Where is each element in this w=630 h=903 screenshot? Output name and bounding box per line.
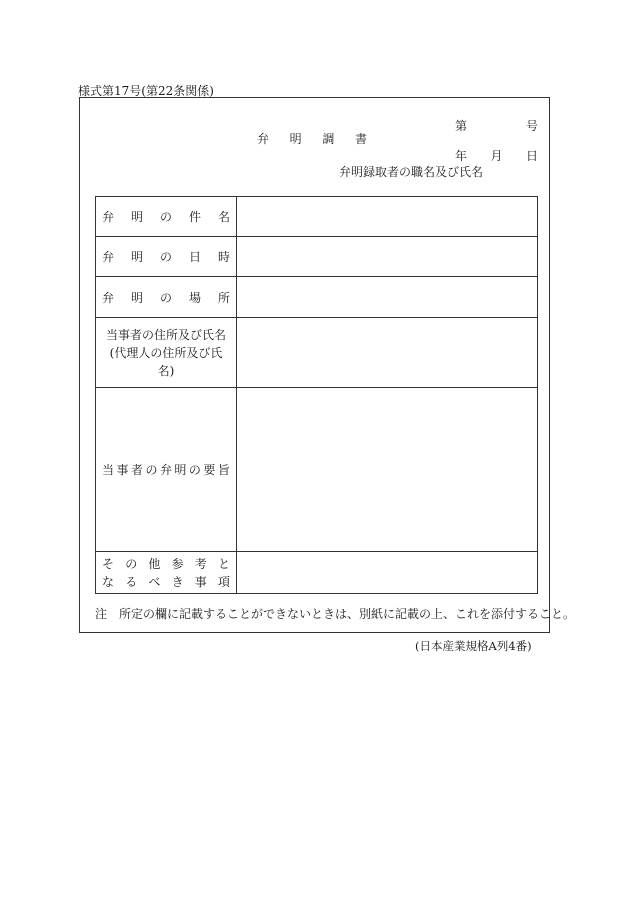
- label-char: 弁: [102, 210, 115, 224]
- label-char: べ: [148, 574, 161, 589]
- document-number: [455, 117, 538, 134]
- summary-field[interactable]: [237, 388, 538, 552]
- label-char: 事: [116, 463, 129, 477]
- document-date: [455, 147, 538, 164]
- footnote: 注 所定の欄に記載することができないときは、別紙に記載の上、これを添付すること。: [95, 607, 576, 621]
- row-label-summary: [96, 388, 237, 552]
- table-row: [96, 237, 538, 277]
- label-char: 日: [188, 250, 201, 264]
- party-field[interactable]: [237, 318, 538, 388]
- label-char: 旨: [217, 463, 230, 477]
- row-label-other: [96, 552, 237, 594]
- label-char: 件: [188, 210, 201, 224]
- row-label-datetime: [96, 237, 237, 277]
- label-char: 場: [188, 290, 201, 305]
- label-char: の: [125, 556, 138, 571]
- label-char: 弁: [102, 290, 115, 305]
- label-char: そ: [102, 556, 115, 571]
- number-suffix: 号: [525, 119, 538, 133]
- table-row: [96, 552, 538, 594]
- table-row: [96, 277, 538, 318]
- label-char: 事: [194, 574, 207, 589]
- label-char: 明: [130, 290, 143, 305]
- label-char: と: [217, 556, 230, 571]
- label-char: る: [125, 574, 138, 589]
- table-row: [96, 388, 538, 552]
- label-line: (代理人の住所及び氏名): [109, 345, 223, 378]
- date-year: 年: [455, 149, 468, 163]
- label-char: 要: [203, 463, 216, 477]
- recorder-label: 弁明録取者の職名及び氏名: [339, 165, 484, 179]
- form-table: [95, 196, 538, 594]
- label-char: の: [145, 463, 158, 477]
- row-label-place: [96, 277, 237, 318]
- title-char: 書: [354, 132, 367, 146]
- label-char: 項: [217, 574, 230, 589]
- label-char: 参: [171, 556, 184, 571]
- place-field[interactable]: [237, 277, 538, 318]
- label-char: の: [159, 290, 172, 305]
- label-char: き: [171, 574, 184, 589]
- label-line: 当事者の住所及び氏名: [105, 327, 226, 342]
- other-field[interactable]: [237, 552, 538, 594]
- date-day: 日: [525, 149, 538, 163]
- title-char: 明: [289, 132, 302, 146]
- label-char: 名: [217, 210, 230, 224]
- label-char: の: [188, 463, 201, 477]
- label-char: 他: [148, 556, 161, 571]
- table-row: [96, 197, 538, 237]
- number-prefix: 第: [455, 119, 468, 133]
- document-title: [257, 130, 367, 147]
- label-char: 明: [130, 250, 143, 264]
- subject-field[interactable]: [237, 197, 538, 237]
- form-number: 様式第17号(第22条関係): [78, 84, 214, 98]
- label-char: 弁: [159, 463, 172, 477]
- label-char: 当: [102, 463, 115, 477]
- label-char: の: [159, 210, 172, 224]
- row-label-party: [96, 318, 237, 388]
- table-row: [96, 318, 538, 388]
- label-char: 時: [217, 250, 230, 264]
- label-char: 明: [174, 463, 187, 477]
- title-char: 調: [322, 132, 335, 146]
- label-char: 明: [130, 210, 143, 224]
- label-char: な: [102, 574, 115, 589]
- date-month: 月: [490, 149, 503, 163]
- label-char: 所: [217, 290, 230, 305]
- label-char: 弁: [102, 250, 115, 264]
- row-label-subject: [96, 197, 237, 237]
- datetime-field[interactable]: [237, 237, 538, 277]
- title-char: 弁: [257, 132, 270, 146]
- label-char: の: [159, 250, 172, 264]
- paper-standard: (日本産業規格A列4番): [415, 639, 532, 653]
- label-char: 者: [130, 463, 143, 477]
- label-char: 考: [194, 556, 207, 571]
